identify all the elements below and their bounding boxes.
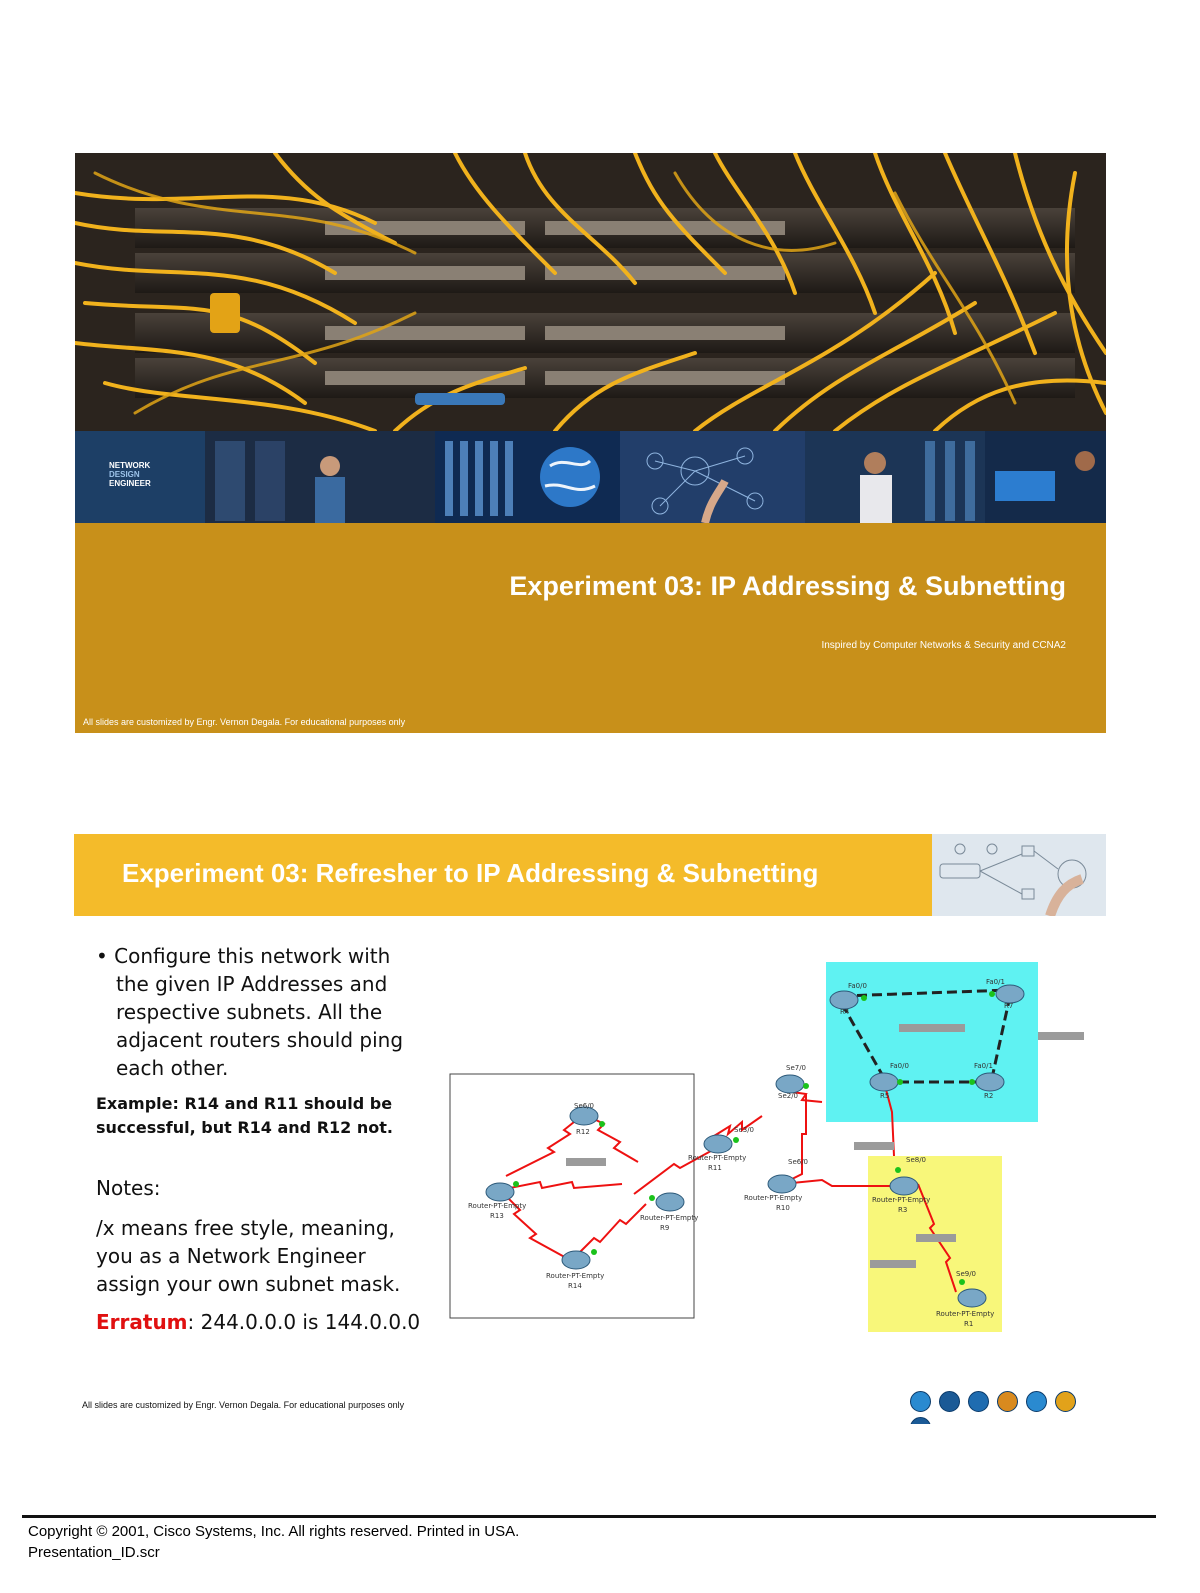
router-label: R12 (576, 1128, 590, 1136)
slide-footer: All slides are customized by Engr. Vernon Degala. For educational purposes only (82, 1400, 405, 1410)
interface-label: Se8/0 (906, 1156, 927, 1164)
router-type-label: Router-PT-Empty (688, 1154, 747, 1162)
interface-label: Se6/0 (788, 1158, 809, 1166)
strip-logo (109, 461, 151, 488)
slide-title: Experiment 03: IP Addressing & Subnetting (509, 571, 1066, 601)
slide-footer: All slides are customized by Engr. Vernon Degala. For educational purposes only (83, 717, 406, 727)
router-type-label: Router-PT-Empty (640, 1214, 699, 1222)
router-label: R7 (1004, 1002, 1014, 1010)
interface-label: Fa0/0 (890, 1062, 909, 1070)
router-label: R1 (964, 1320, 974, 1328)
notes-text: /x means free style, meaning, you as a Network Engineer assign your own subnet mask. (96, 1216, 401, 1296)
router-label: R3 (898, 1206, 908, 1214)
interface-label: Fa0/1 (986, 978, 1005, 986)
title-band (75, 523, 1106, 733)
slide-title: Experiment 03: Refresher to IP Addressing & Subnetting (122, 858, 819, 888)
router-label: R14 (568, 1282, 582, 1290)
router-type-label: Router-PT-Empty (468, 1202, 527, 1210)
router-label: R5 (880, 1092, 890, 1100)
lock-icon[interactable] (1055, 1391, 1076, 1412)
router-type-label: Router-PT-Empty (546, 1272, 605, 1280)
network-icon[interactable] (939, 1391, 960, 1412)
photo-collage-strip (75, 431, 1106, 523)
router-label: R10 (776, 1204, 790, 1212)
router-type-label: Router-PT-Empty (936, 1310, 995, 1318)
interface-label: Fa0/1 (974, 1062, 993, 1070)
bullet-item: • Configure this network with the given IP Addresses and respective subnets. All the adjacent routers should ping each other. (96, 944, 404, 1080)
erratum-label: Erratum (96, 1310, 188, 1334)
strip-logo-line: DESIGN (109, 470, 140, 479)
strip-logo-line: NETWORK (109, 461, 151, 470)
router-type-label: Router-PT-Empty (872, 1196, 931, 1204)
globe-icon[interactable] (910, 1391, 931, 1412)
slide-subtitle: Inspired by Computer Networks & Security and CCNA2 (821, 640, 1066, 651)
router-type-label: Router-PT-Empty (744, 1194, 803, 1202)
router-label: R11 (708, 1164, 722, 1172)
router-label: R13 (490, 1212, 504, 1220)
globe-icon[interactable] (1026, 1391, 1047, 1412)
file-name: Presentation_ID.scr (28, 1544, 160, 1561)
erratum-line (96, 1308, 426, 1336)
interface-label: Se9/0 (956, 1270, 977, 1278)
header-thumbnail-network-icons (932, 834, 1106, 916)
network-topology-diagram (444, 958, 1094, 1338)
interface-label: Se3/0 (734, 1126, 755, 1134)
title-slide (75, 153, 1106, 733)
interface-label: Se6/0 (574, 1102, 595, 1110)
people-icon[interactable] (968, 1391, 989, 1412)
bullet-text: Configure this network with the given IP Addresses and respective subnets. All the adjacent routers should ping each other. (114, 944, 404, 1080)
interface-label: Se7/0 (786, 1064, 807, 1072)
strip-logo-line: ENGINEER (109, 479, 151, 488)
switch-rack-illustration (75, 153, 1106, 431)
collage-images (75, 431, 1106, 523)
notes-heading: Notes: (96, 1176, 161, 1200)
screen-icon[interactable] (910, 1417, 931, 1424)
footer-divider (22, 1515, 1156, 1518)
router-label: R2 (984, 1092, 994, 1100)
puzzle-icon[interactable] (997, 1391, 1018, 1412)
hero-photo-network-cables (75, 153, 1106, 431)
network-area-yellow (868, 1156, 1002, 1332)
network-sketch-icon (932, 834, 1106, 916)
slide-body-text (96, 942, 426, 1336)
content-slide (74, 834, 1106, 1424)
copyright-text: Copyright © 2001, Cisco Systems, Inc. All rights reserved. Printed in USA. (28, 1523, 520, 1540)
example-text: Example: R14 and R11 should be successful, but R14 and R12 not. (96, 1094, 393, 1137)
interface-label: Se2/0 (778, 1092, 799, 1100)
router-label: R9 (660, 1224, 670, 1232)
erratum-text: : 244.0.0.0 is 144.0.0.0 (187, 1310, 421, 1334)
router-label: R4 (840, 1008, 850, 1016)
interface-label: Fa0/0 (848, 982, 867, 990)
nav-icon-row (910, 1391, 1106, 1424)
